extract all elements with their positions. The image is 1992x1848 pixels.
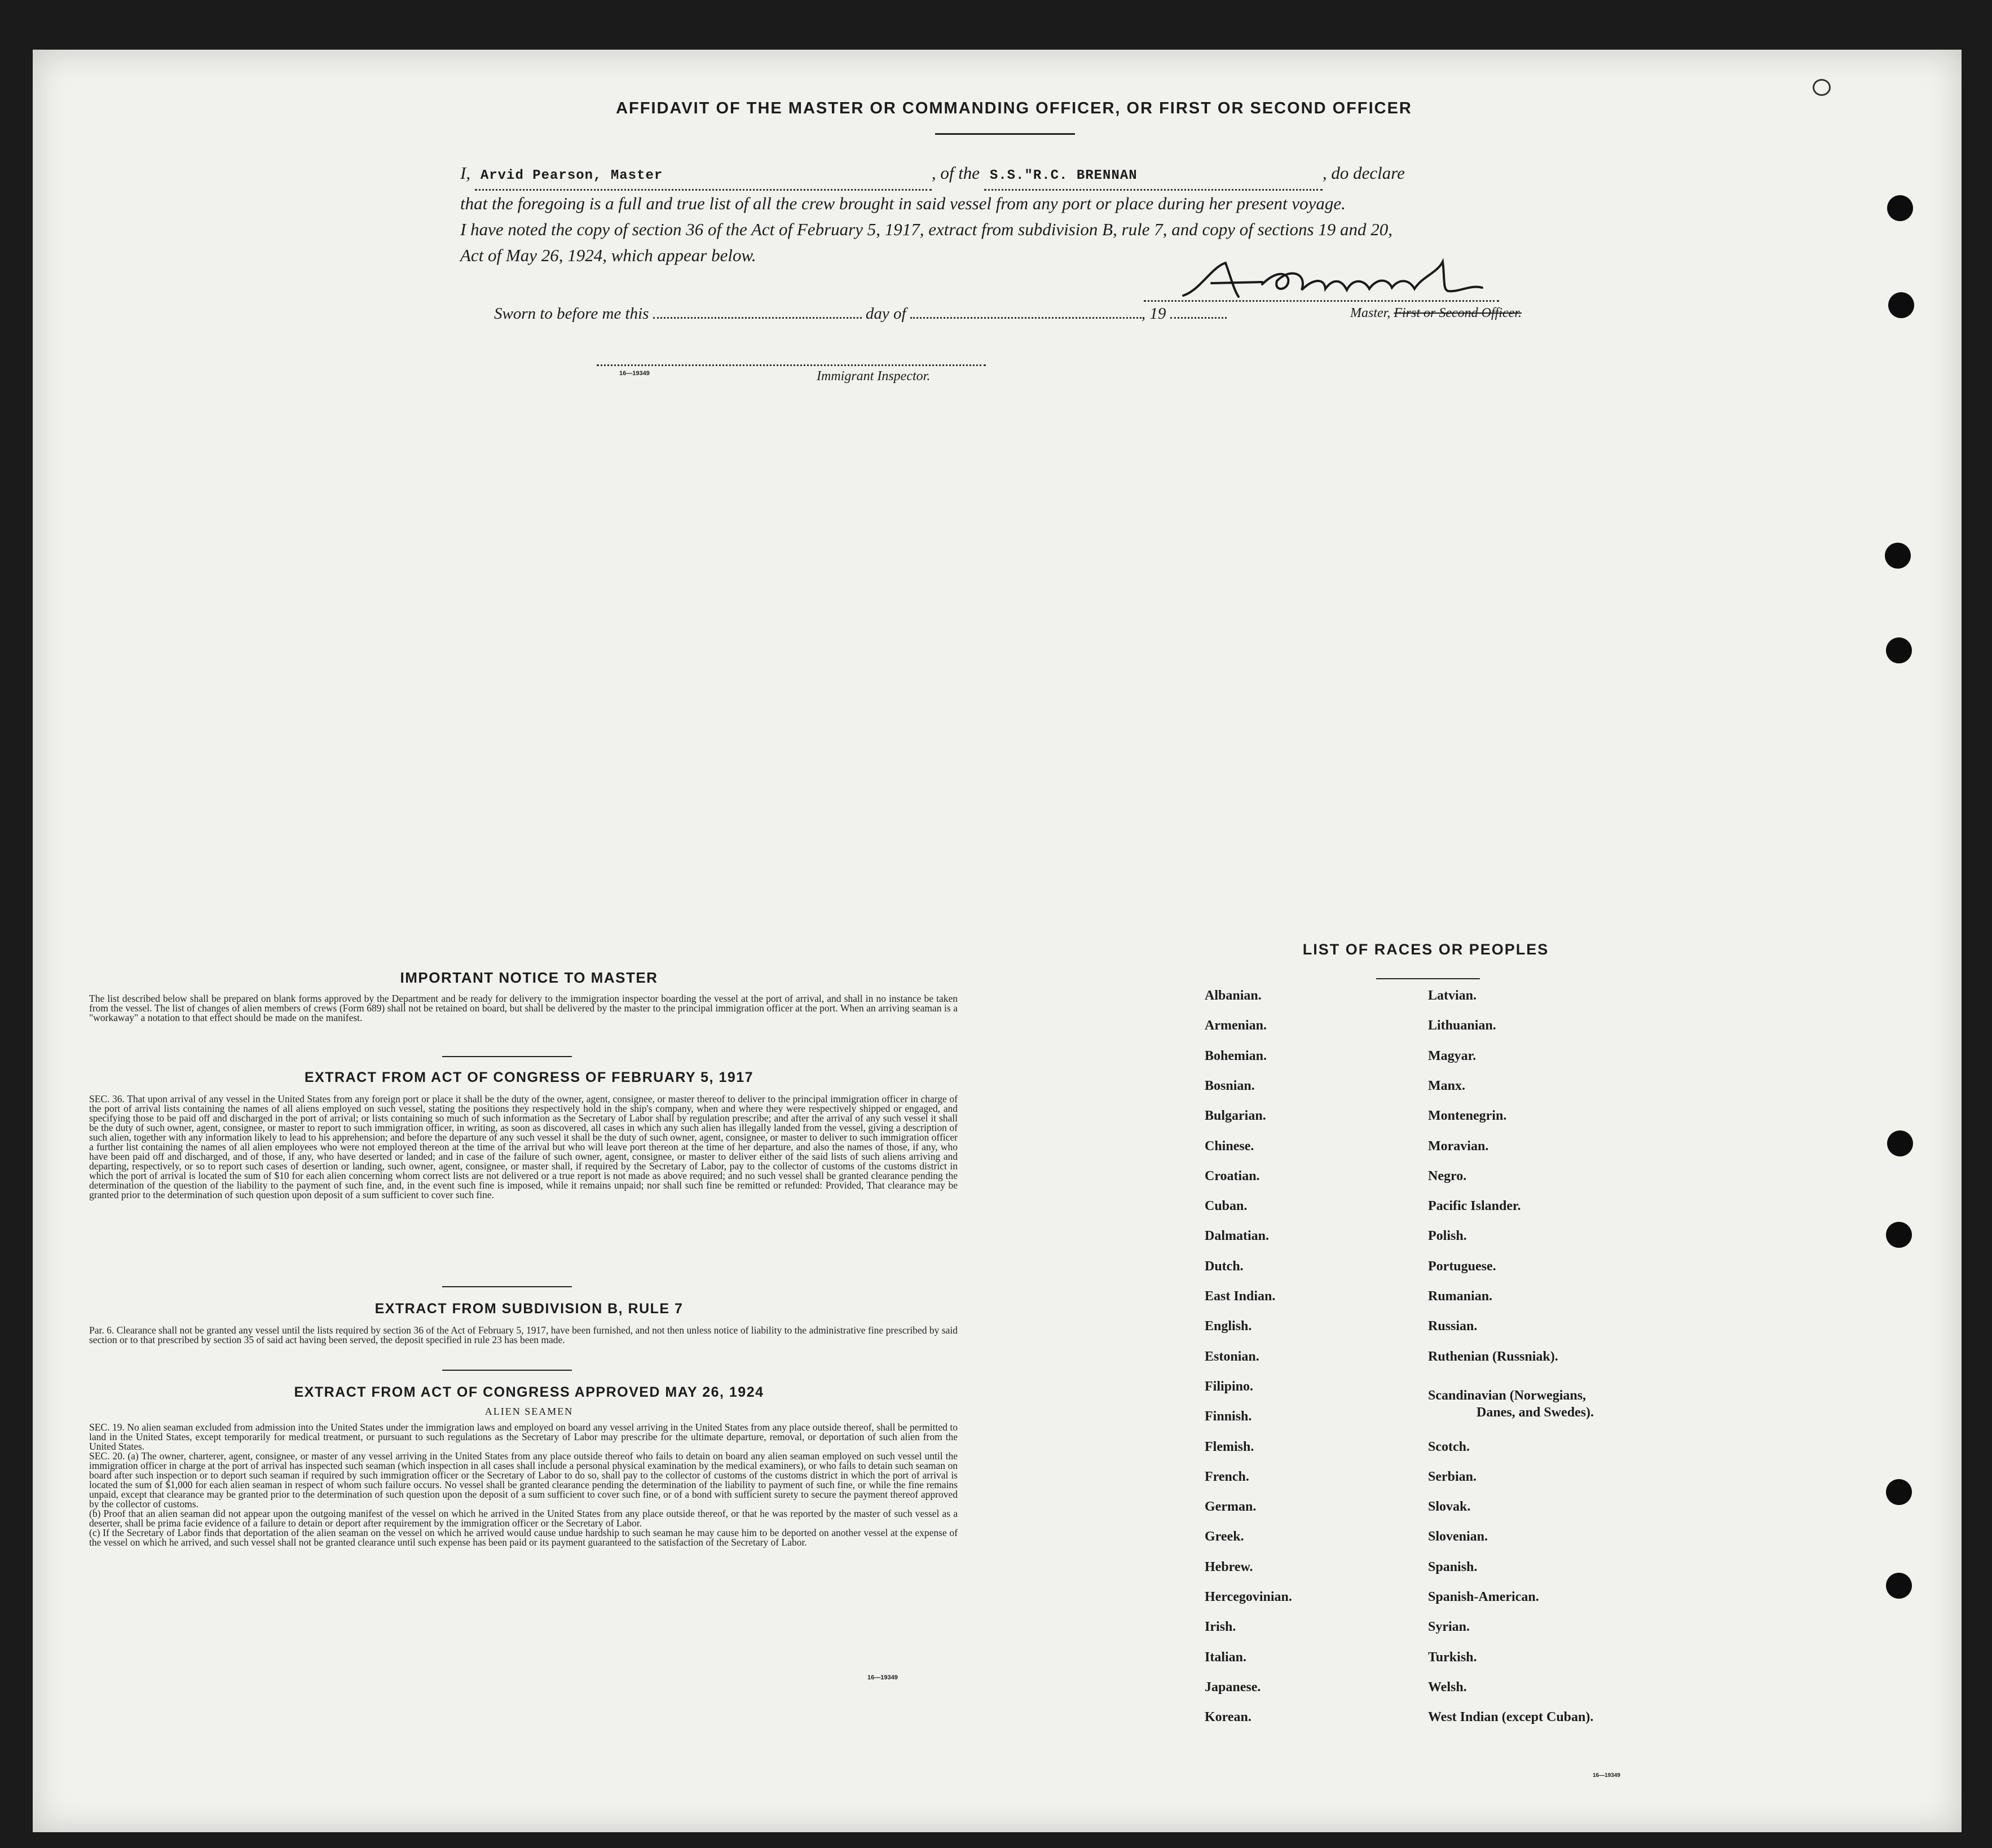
year-prefix: , 19 xyxy=(1141,305,1166,323)
punch-hole xyxy=(1886,1222,1912,1248)
race-item: Dutch. xyxy=(1205,1259,1244,1274)
subdivision-b-text xyxy=(89,1326,958,1345)
punch-hole xyxy=(1888,292,1914,318)
races-title-rule xyxy=(1376,978,1480,979)
extract-1924-title: EXTRACT FROM ACT OF CONGRESS APPROVED MAY 26, 1924 xyxy=(294,1384,764,1400)
affidavit-title: AFFIDAVIT OF THE MASTER OR COMMANDING OFFICER, OR FIRST OR SECOND OFFICER xyxy=(616,99,1412,117)
signature-line xyxy=(1144,300,1499,302)
race-item: Croatian. xyxy=(1205,1168,1260,1183)
punch-hole xyxy=(1887,1130,1913,1156)
document-sheet xyxy=(33,50,1962,1832)
declaration-line-3: I have noted the copy of section 36 of the Act of February 5, 1917, extract from subdivision B, rule 7, and copy of sections 19 and 20, xyxy=(460,219,1393,239)
race-item: Hebrew. xyxy=(1205,1559,1253,1574)
race-item: Ruthenian (Russniak). xyxy=(1428,1349,1558,1364)
do-declare-text: , do declare xyxy=(1322,163,1405,183)
punch-hole xyxy=(1887,195,1913,221)
section-rule xyxy=(442,1370,572,1371)
race-item: Manx. xyxy=(1428,1078,1465,1093)
punch-hole xyxy=(1886,1573,1912,1599)
sworn-text: Sworn to before me this xyxy=(494,305,649,323)
race-item: Syrian. xyxy=(1428,1620,1470,1635)
race-item: Magyar. xyxy=(1428,1048,1477,1063)
race-item: Polish. xyxy=(1428,1229,1467,1244)
race-item: Negro. xyxy=(1428,1168,1467,1183)
race-item: Serbian. xyxy=(1428,1469,1477,1484)
race-item: Albanian. xyxy=(1205,988,1262,1003)
notice-title: IMPORTANT NOTICE TO MASTER xyxy=(400,969,658,986)
extract-1917-paragraph: SEC. 36. That upon arrival of any vessel in the United States from any foreign port or place it shall be the duty of the owner, agent, consignee, or master thereof to deliver to the principal immigration officer in charge of the port of arrival lists containing the names of all aliens employed on such vessel, stating the positions they respectively hold in the ship's company, when and where they were respectively shipped or engaged, and specifying those to be paid off and discharged in the port of arrival; or lists containing so much of such information as the Secretary of Labor shall by regulation prescribe; and after the arrival of any such vessel it shall be the duty of such owner, agent, consignee, or master to report to such immigration officer, in writing, as soon as discovered, all cases in which any such alien has illegally landed from the vessel, giving a description of such alien, together with any information likely to lead to his apprehension; and before the departure of any such vessel it shall be the duty of such owner, agent, consignee, or master to deliver to such immigration officer a further list containing the names of all alien employees who were not employed thereon at the time of the arrival but who will leave port thereon at the time of her departure, and also the names of those, if any, who have been paid off and discharged, and of those, if any, who have deserted or landed; and in case of the failure of such owner, agent, consignee, or master to deliver either of the said lists of such aliens arriving and departing, respectively, or so to report such cases of desertion or landing, such owner, agent, consignee, or master shall, if required by the Secretary of Labor, pay to the collector of customs of the customs district in which the port of arrival is located the sum of $10 for each alien concerning whom correct lists are not delivered or a true report is not made as above required; and no such vessel shall be granted clearance pending the determination of the question of the liability to the payment of such fine, and, in the event such fine is imposed, while it remains unpaid; nor shall such fine be remitted or refunded: Provided, That clearance may be granted prior to the determination of such question upon deposit of a sum sufficient to cover such fine. xyxy=(89,1093,958,1200)
race-item: Russian. xyxy=(1428,1319,1478,1334)
declaration-intro: I, xyxy=(460,163,471,183)
day-of-text: day of xyxy=(865,305,906,323)
declaration-line-2: that the foregoing is a full and true list of all the crew brought in said vessel from any port or place during her present voyage. xyxy=(460,193,1346,213)
race-item: Welsh. xyxy=(1428,1679,1467,1695)
race-item: Armenian. xyxy=(1205,1018,1267,1033)
sworn-line xyxy=(494,305,1227,323)
form-number: 16—19349 xyxy=(619,370,650,377)
extract-1917-title: EXTRACT FROM ACT OF CONGRESS OF FEBRUARY 5, 1917 xyxy=(304,1070,754,1085)
of-the-text: , of the xyxy=(931,163,980,183)
year-field xyxy=(1170,317,1227,319)
extract-1917-text xyxy=(89,1094,958,1200)
race-item: Korean. xyxy=(1205,1710,1251,1725)
sec-20b-paragraph: (b) Proof that an alien seaman did not appear upon the outgoing manifest of the vessel on which he arrived in the United States from any place outside thereof, or that he was reported by the master of such vessel as a deserter, shall be prima facie evidence of a failure to detain or deport after requirement by the immigration officer or the Secretary of Labor. xyxy=(89,1508,958,1529)
race-item: East Indian. xyxy=(1205,1289,1276,1304)
subdivision-b-paragraph: Par. 6. Clearance shall not be granted any vessel until the lists required by section 36 of the Act of February 5, 1917, have been furnished, and not then unless notice of liability to the administrative fine prescribed by said section or to that prescribed by section 35 of said act having been served, the deposit specified in rule 23 has been made. xyxy=(89,1325,958,1345)
punch-hole xyxy=(1886,637,1912,663)
punch-hole xyxy=(1886,1479,1912,1505)
race-item: Dalmatian. xyxy=(1205,1229,1269,1244)
race-item: Hercegovinian. xyxy=(1205,1590,1292,1604)
race-item: Filipino. xyxy=(1205,1379,1254,1394)
race-item: Finnish. xyxy=(1205,1409,1252,1424)
master-signature xyxy=(1178,256,1493,307)
form-number: 16—19349 xyxy=(867,1674,898,1681)
declaration-line-1 xyxy=(460,160,1566,191)
notice-paragraph: The list described below shall be prepared on blank forms approved by the Department and be ready for delivery to the immigration inspector boarding the vessel at the port of arrival, and shall in no instance be taken from the vessel. The list of changes of alien members of crews (Form 689) shall not be retained on board, but shall be delivered by the master to the principal immigration officer at the port. When an arriving seaman is a "workaway" a notation to that effect should be made on the manifest. xyxy=(89,993,958,1023)
race-item: Lithuanian. xyxy=(1428,1018,1496,1033)
signature-caption xyxy=(1350,306,1522,321)
form-number: 16—19349 xyxy=(1593,1772,1620,1779)
sec-20a-paragraph: SEC. 20. (a) The owner, charterer, agent, consignee, or master of any vessel arriving in the United States from any place outside thereof who fails to detain on board any alien seaman employed on such vessel until the immigration officer in charge at the port of arrival has inspected such seaman (which inspection in all cases shall include a personal physical examination by the medical examiners), or who fails to detain such seaman on board after such inspection or to deport such seaman if required by such immigration officer or the Secretary of Labor to do so, shall pay to the collector of customs of the customs district in which the port of arrival is located the sum of $1,000 for each alien seaman in respect of whom such failure occurs. No vessel shall be granted clearance pending the determination of the liability to payment of such fine, or while the fine remains unpaid, except that clearance may be granted prior to the determination of such question upon the deposit of a sum sufficient to cover such fine, or of a bond with sufficient surety to secure the payment thereof approved by the collector of customs. xyxy=(89,1450,958,1510)
race-item: Estonian. xyxy=(1205,1349,1259,1364)
caption-struck-officer: First or Second Officer. xyxy=(1394,306,1522,320)
title-rule xyxy=(935,133,1075,135)
race-item: French. xyxy=(1205,1469,1249,1484)
inspector-line xyxy=(597,364,986,366)
month-field xyxy=(910,317,1142,319)
race-item: Japanese. xyxy=(1205,1679,1261,1695)
race-item: Spanish. xyxy=(1428,1559,1478,1574)
race-item: Pacific Islander. xyxy=(1428,1199,1521,1214)
notice-text xyxy=(89,994,958,1023)
vessel-name-field: S.S."R.C. BRENNAN xyxy=(984,163,1323,191)
race-item: Irish. xyxy=(1205,1620,1236,1635)
master-name-field: Arvid Pearson, Master xyxy=(475,163,932,191)
declaration-line-4: Act of May 26, 1924, which appear below. xyxy=(460,245,756,265)
section-rule xyxy=(442,1056,572,1057)
race-item: Spanish-American. xyxy=(1428,1590,1539,1604)
race-item: Cuban. xyxy=(1205,1199,1248,1214)
race-item: German. xyxy=(1205,1499,1257,1515)
race-item: Danes, and Swedes). xyxy=(1477,1405,1594,1420)
section-rule xyxy=(442,1286,572,1287)
declaration xyxy=(460,160,1566,269)
race-item: Turkish. xyxy=(1428,1649,1477,1665)
race-item: Scotch. xyxy=(1428,1439,1470,1454)
race-item: Italian. xyxy=(1205,1649,1247,1665)
alien-seamen-subtitle: ALIEN SEAMEN xyxy=(484,1406,574,1417)
caption-master: Master, xyxy=(1350,306,1391,320)
punch-hole xyxy=(1885,543,1911,569)
race-item: Portuguese. xyxy=(1428,1259,1496,1274)
race-item: Slovak. xyxy=(1428,1499,1471,1515)
race-item: Latvian. xyxy=(1428,988,1477,1003)
subdivision-b-title: EXTRACT FROM SUBDIVISION B, RULE 7 xyxy=(374,1301,684,1317)
race-item: Slovenian. xyxy=(1428,1529,1488,1545)
race-item: Scandinavian (Norwegians, xyxy=(1428,1388,1586,1403)
race-item: Rumanian. xyxy=(1428,1289,1493,1304)
race-item: Chinese. xyxy=(1205,1138,1254,1154)
race-item: Moravian. xyxy=(1428,1138,1489,1154)
extract-1924-text xyxy=(89,1423,958,1547)
sec-19-paragraph: SEC. 19. No alien seaman excluded from admission into the United States under the immigration laws and employed on board any vessel arriving in the United States from any place outside thereof, shall be permitted to land in the United States, except temporarily for medical treatment, or pursuant to such regulations as the Secretary of Labor may prescribe for the ultimate departure, removal, or deportation of such alien from the United States. xyxy=(89,1422,958,1452)
race-item: Greek. xyxy=(1205,1529,1244,1545)
inspector-label: Immigrant Inspector. xyxy=(817,369,931,384)
race-item: English. xyxy=(1205,1319,1252,1334)
race-item: Bulgarian. xyxy=(1205,1108,1266,1124)
race-item: Bohemian. xyxy=(1205,1048,1267,1063)
sec-20c-paragraph: (c) If the Secretary of Labor finds that deportation of the alien seaman on the vessel on which he arrived would cause undue hardship to such seaman he may cause him to be deported on another vessel at the expense of the vessel on which he arrived, and such vessel shall not be granted clearance until such expense has been paid or its payment guaranteed to the satisfaction of the Secretary of Labor. xyxy=(89,1527,958,1548)
race-item: Montenegrin. xyxy=(1428,1108,1507,1124)
corner-mark xyxy=(1813,79,1831,96)
race-item: Flemish. xyxy=(1205,1439,1254,1454)
day-field xyxy=(653,317,862,319)
race-item: West Indian (except Cuban). xyxy=(1428,1710,1594,1725)
race-item: Bosnian. xyxy=(1205,1078,1255,1093)
races-title: LIST OF RACES OR PEOPLES xyxy=(1302,941,1549,958)
